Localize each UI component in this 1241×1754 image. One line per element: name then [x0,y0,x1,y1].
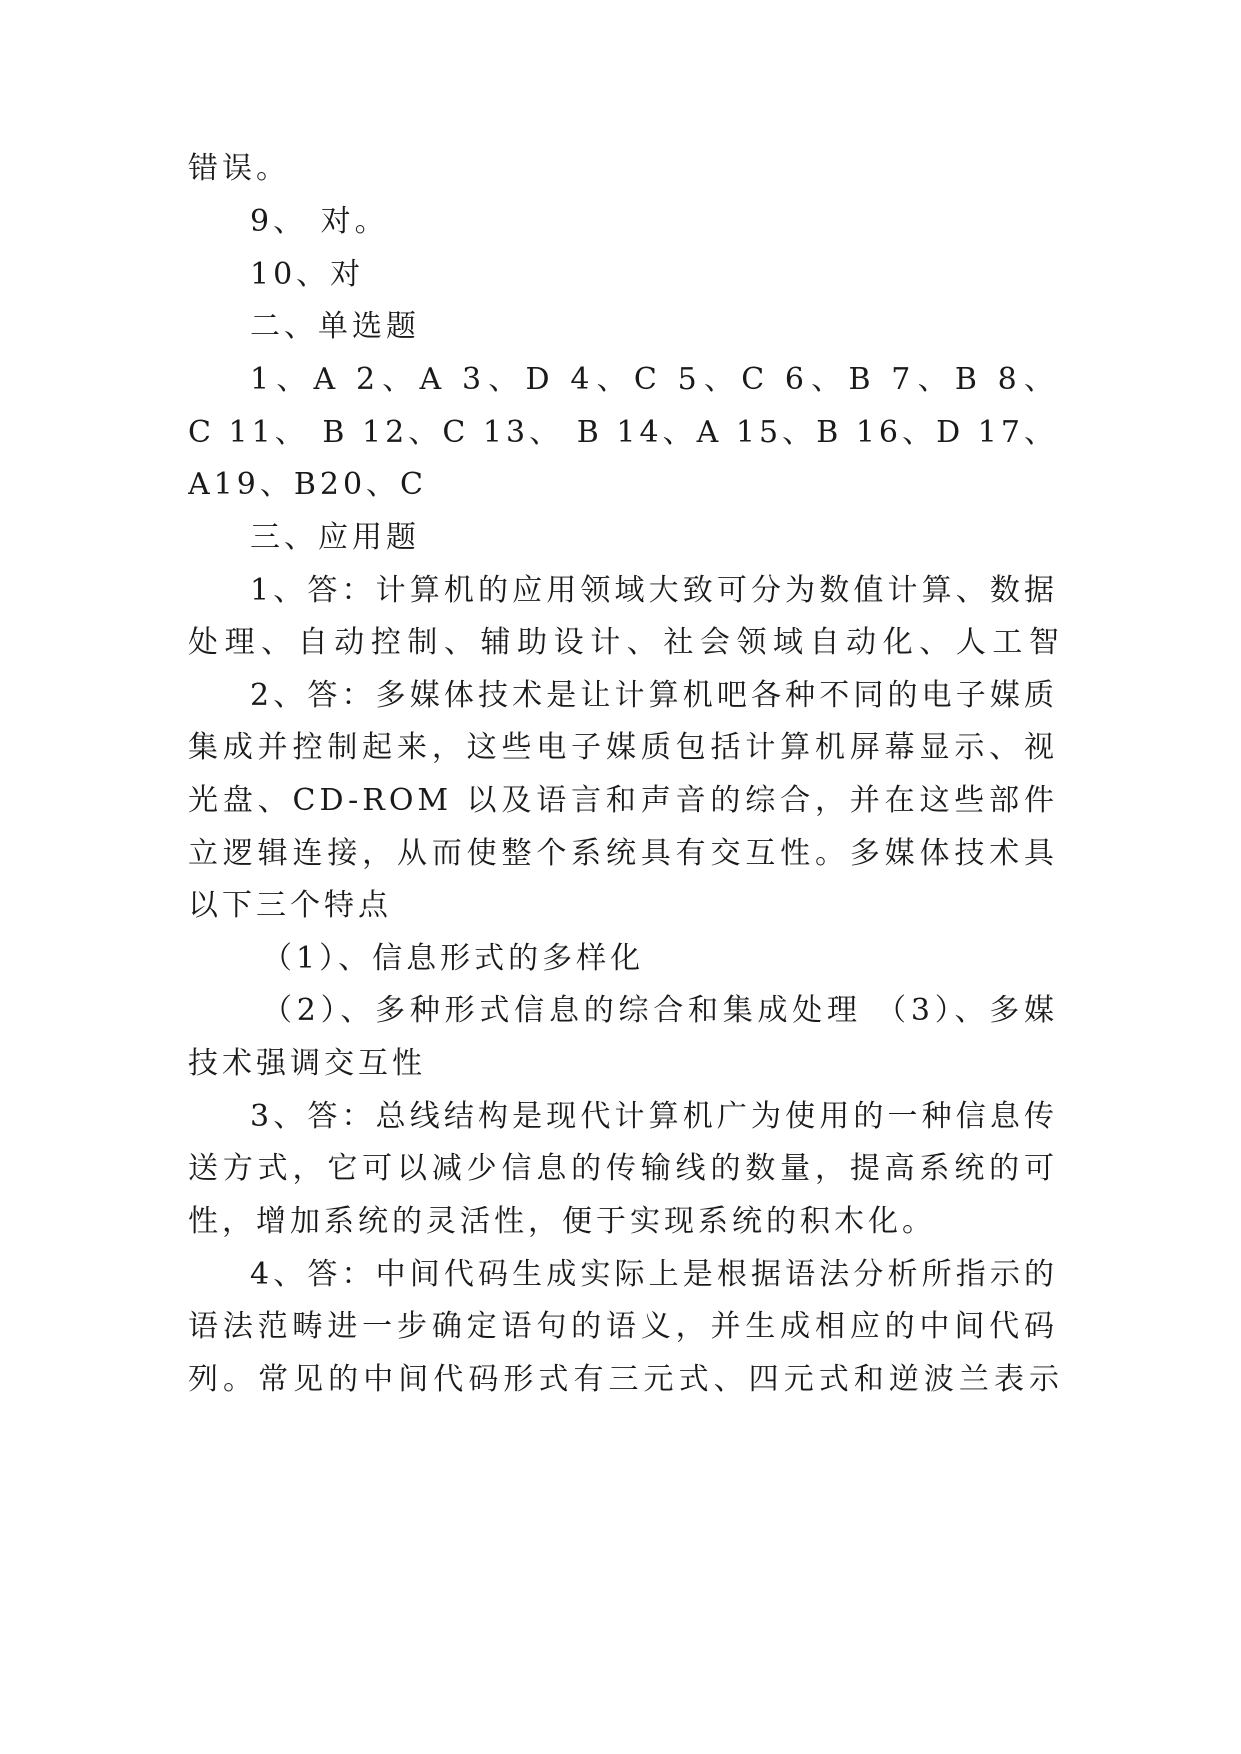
text-line: 9、 对。 [250,204,389,239]
text-line: 技术强调交互性 [188,1046,426,1081]
text-line: 2、答：多媒体技术是让计算机吧各种不同的电子媒质 [250,678,1058,713]
text-line: A19、B20、C [188,467,428,502]
text-line: 以下三个特点 [188,888,392,923]
section-heading: 二、单选题 [250,309,420,344]
text-line: 1、答：计算机的应用领域大致可分为数值计算、数据 [250,573,1058,608]
text-line: （1）、信息形式的多样化 [262,941,645,976]
section-heading: 三、应用题 [250,520,420,555]
text-line: 光盘、CD-ROM 以及语言和声音的综合，并在这些部件 [188,783,1058,818]
text-line: 3、答：总线结构是现代计算机广为使用的一种信息传 [250,1099,1058,1134]
text-line: 送方式，它可以减少信息的传输线的数量，提高系统的可 [188,1151,1058,1186]
text-line: 4、答：中间代码生成实际上是根据语法分析所指示的 [250,1257,1058,1292]
text-line: （2）、多种形式信息的综合和集成处理 （3）、多媒 [262,993,1058,1028]
text-line: 性，增加系统的灵活性，便于实现系统的积木化。 [188,1204,936,1239]
text-line: 10、对 [250,257,365,292]
text-line: 1、A 2、A 3、D 4、C 5、C 6、B 7、B 8、 [250,362,1058,397]
text-line: C 11、 B 12、C 13、 B 14、A 15、B 16、D 17、 [188,415,1058,450]
text-line: 列。常见的中间代码形式有三元式、四元式和逆波兰表示 [188,1362,1063,1397]
text-line: 集成并控制起来，这些电子媒质包括计算机屏幕显示、视 [188,730,1058,765]
text-line: 处理、自动控制、辅助设计、社会领域自动化、人工智 [188,625,1063,660]
text-line: 立逻辑连接，从而使整个系统具有交互性。多媒体技术具 [188,836,1058,871]
text-line: 语法范畴进一步确定语句的语义，并生成相应的中间代码 [188,1309,1058,1344]
text-line: 错误。 [188,151,290,186]
